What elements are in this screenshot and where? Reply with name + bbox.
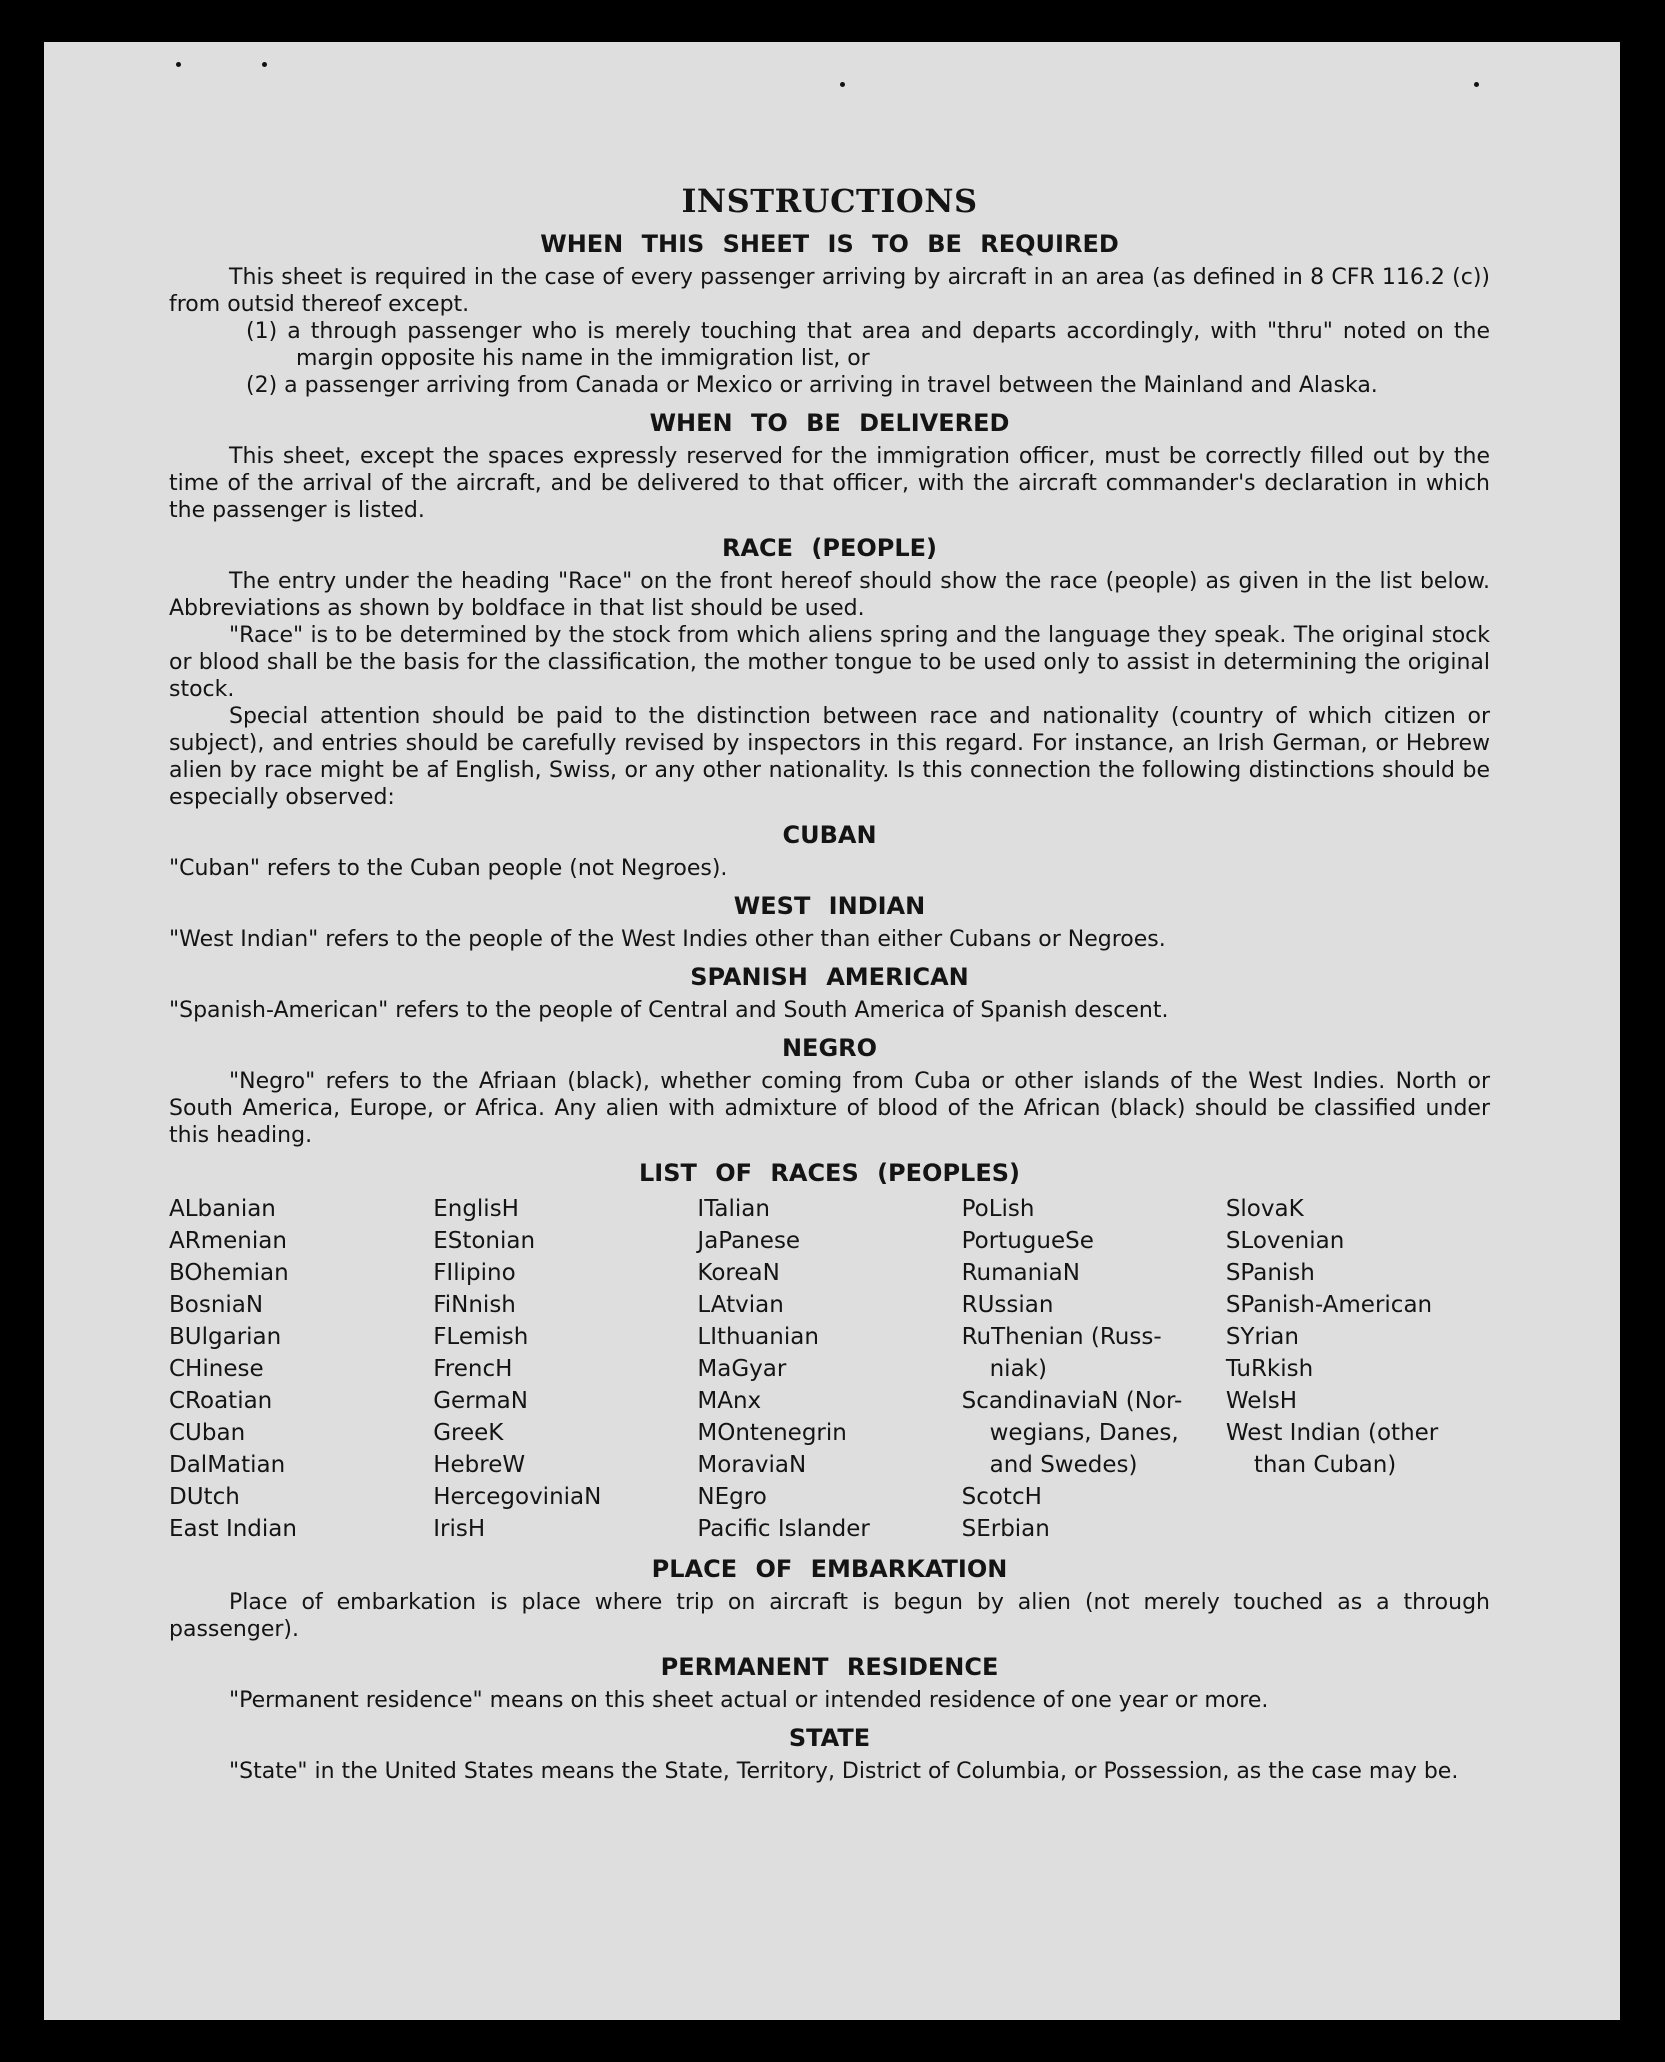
race-column bbox=[962, 1193, 1226, 1545]
paragraph: "Permanent residence" means on this sheet actual or intended residence of one year or more. bbox=[229, 1688, 1269, 1713]
paragraph: The entry under the heading "Race" on the front hereof should show the race (people) as given in the list below. Abbreviations as shown by boldface in that list should be used. bbox=[169, 569, 1490, 621]
section-heading-west-indian: WEST INDIAN bbox=[733, 892, 926, 920]
race-entry: PortugueSe bbox=[961, 1228, 1094, 1254]
race-entry: SlovaK bbox=[1225, 1196, 1304, 1222]
race-entry: ScotcH bbox=[961, 1484, 1042, 1510]
section-heading-residence: PERMANENT RESIDENCE bbox=[660, 1653, 999, 1681]
race-entry: and Swedes) bbox=[989, 1452, 1138, 1478]
race-entry: GermaN bbox=[433, 1388, 528, 1414]
paragraph: This sheet is required in the case of every passenger arriving by aircraft in an area (as defined in 8 CFR 116.2 (c)) from outsid thereof except. bbox=[169, 265, 1490, 317]
race-entry: ARmenian bbox=[169, 1228, 287, 1254]
race-column bbox=[1226, 1193, 1490, 1545]
paragraph: "State" in the United States means the State, Territory, District of Columbia, or Possession, as the case may be. bbox=[229, 1759, 1459, 1784]
race-entry: ITalian bbox=[697, 1196, 770, 1222]
paragraph: Special attention should be paid to the distinction between race and nationality (country of which citizen or subject), and entries should be carefully revised by inspectors in this regard. For instance, an Irish German, or Hebrew alien by race might be af English, Swiss, or any other nationality. Is this connection the following distinctions should be especially observed: bbox=[169, 704, 1490, 810]
race-entry: CHinese bbox=[169, 1356, 264, 1382]
race-entry: NEgro bbox=[697, 1484, 767, 1510]
punch-dot bbox=[1474, 82, 1479, 87]
race-entry: RuThenian (Russ- bbox=[961, 1324, 1162, 1350]
race-column bbox=[433, 1193, 697, 1545]
race-entry: SPanish bbox=[1225, 1260, 1315, 1286]
race-entry: PoLish bbox=[961, 1196, 1035, 1222]
race-entry: FIlipino bbox=[433, 1260, 516, 1286]
race-entry: RumaniaN bbox=[961, 1260, 1080, 1286]
race-entry: Pacific Islander bbox=[697, 1516, 870, 1542]
race-entry: WelsH bbox=[1225, 1388, 1298, 1414]
race-column bbox=[169, 1193, 433, 1545]
race-entry: SLovenian bbox=[1225, 1228, 1345, 1254]
race-entry: HebreW bbox=[433, 1452, 526, 1478]
race-entry: niak) bbox=[989, 1356, 1047, 1382]
race-entry: East Indian bbox=[169, 1516, 297, 1542]
race-entry: MOntenegrin bbox=[697, 1420, 847, 1446]
section-heading-embarkation: PLACE OF EMBARKATION bbox=[651, 1555, 1008, 1583]
punch-dot bbox=[176, 62, 181, 67]
section-heading-cuban: CUBAN bbox=[782, 821, 877, 849]
race-entry: HercegoviniaN bbox=[433, 1484, 602, 1510]
race-entry: CUban bbox=[169, 1420, 246, 1446]
race-entry: than Cuban) bbox=[1253, 1452, 1397, 1478]
race-entry: FLemish bbox=[433, 1324, 529, 1350]
race-entry: MAnx bbox=[697, 1388, 762, 1414]
race-entry: BOhemian bbox=[169, 1260, 289, 1286]
paragraph: "Cuban" refers to the Cuban people (not Negroes). bbox=[169, 856, 728, 881]
race-entry: SYrian bbox=[1225, 1324, 1299, 1350]
exception-item-1: (1) a through passenger who is merely touching that area and departs accordingly, with "thru" noted on the margin opposite his name in the immigration list, or bbox=[246, 319, 1490, 371]
punch-dot bbox=[840, 82, 845, 87]
section-heading-negro: NEGRO bbox=[781, 1034, 878, 1062]
section-heading-state: STATE bbox=[788, 1724, 871, 1752]
race-entry: LIthuanian bbox=[697, 1324, 819, 1350]
race-entry: KoreaN bbox=[697, 1260, 780, 1286]
race-entry: MaGyar bbox=[697, 1356, 787, 1382]
paragraph: "Race" is to be determined by the stock from which aliens spring and the language they speak. The original stock or blood shall be the basis for the classification, the mother tongue to be used only to assist in determining the original stock. bbox=[169, 623, 1490, 702]
race-entry: LAtvian bbox=[697, 1292, 784, 1318]
race-entry: ScandinaviaN (Nor- bbox=[961, 1388, 1183, 1414]
race-list bbox=[169, 1193, 1490, 1545]
race-entry: IrisH bbox=[433, 1516, 486, 1542]
race-entry: EnglisH bbox=[433, 1196, 519, 1222]
race-entry: SPanish-American bbox=[1225, 1292, 1433, 1318]
section-heading-delivered: WHEN TO BE DELIVERED bbox=[649, 409, 1010, 437]
race-entry: TuRkish bbox=[1225, 1356, 1314, 1382]
document-page bbox=[44, 42, 1620, 2020]
race-entry: GreeK bbox=[433, 1420, 504, 1446]
paragraph: "West Indian" refers to the people of the West Indies other than either Cubans or Negroes. bbox=[169, 927, 1166, 952]
race-entry: CRoatian bbox=[169, 1388, 273, 1414]
paragraph: "Spanish-American" refers to the people of Central and South America of Spanish descent. bbox=[169, 998, 1169, 1023]
section-heading-required: WHEN THIS SHEET IS TO BE REQUIRED bbox=[540, 230, 1119, 258]
document-title: INSTRUCTIONS bbox=[681, 182, 978, 220]
section-heading-spanish-american: SPANISH AMERICAN bbox=[690, 963, 969, 991]
race-entry: wegians, Danes, bbox=[989, 1420, 1179, 1446]
race-entry: FiNnish bbox=[433, 1292, 516, 1318]
race-column bbox=[697, 1193, 961, 1545]
section-heading-races: LIST OF RACES (PEOPLES) bbox=[639, 1159, 1020, 1187]
race-entry: BosniaN bbox=[169, 1292, 264, 1318]
race-entry: MoraviaN bbox=[697, 1452, 807, 1478]
race-entry: West Indian (other bbox=[1225, 1420, 1439, 1446]
race-entry: SErbian bbox=[961, 1516, 1050, 1542]
paragraph: "Negro" refers to the Afriaan (black), whether coming from Cuba or other islands of the West Indies. North or South America, Europe, or Africa. Any alien with admixture of blood of the African (black) should be classified under this heading. bbox=[169, 1069, 1490, 1148]
paragraph: This sheet, except the spaces expressly reserved for the immigration officer, must be correctly filled out by the time of the arrival of the aircraft, and be delivered to that officer, with the aircraft commander's declaration in which the passenger is listed. bbox=[169, 444, 1490, 523]
section-heading-race: RACE (PEOPLE) bbox=[721, 534, 938, 562]
race-entry: DalMatian bbox=[169, 1452, 286, 1478]
race-entry: FrencH bbox=[433, 1356, 513, 1382]
race-entry: DUtch bbox=[169, 1484, 240, 1510]
race-entry: JaPanese bbox=[697, 1228, 801, 1254]
punch-dot bbox=[262, 62, 267, 67]
paragraph: Place of embarkation is place where trip on aircraft is begun by alien (not merely touched as a through passenger). bbox=[169, 1590, 1490, 1642]
race-entry: BUlgarian bbox=[169, 1324, 282, 1350]
race-entry: ALbanian bbox=[169, 1196, 276, 1222]
exception-item-2: (2) a passenger arriving from Canada or Mexico or arriving in travel between the Mainland and Alaska. bbox=[246, 373, 1378, 398]
race-entry: RUssian bbox=[961, 1292, 1054, 1318]
race-entry: EStonian bbox=[433, 1228, 536, 1254]
